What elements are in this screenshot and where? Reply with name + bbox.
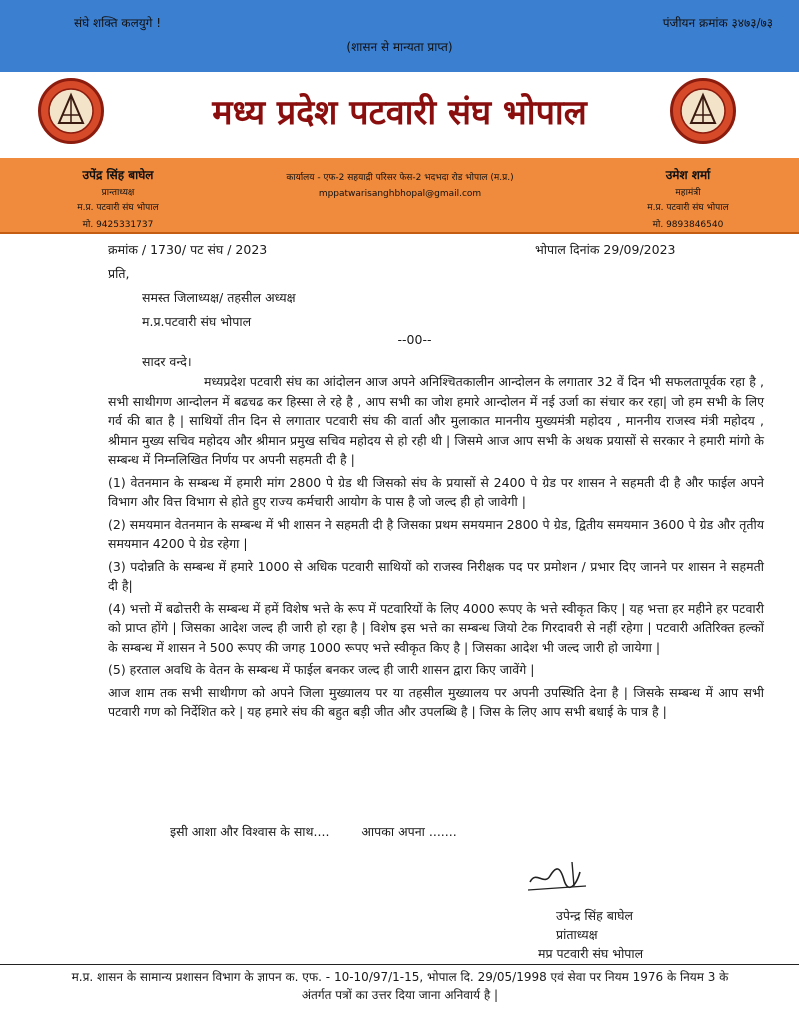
email-address: mppatwarisanghbhopal@gmail.com (318, 189, 482, 199)
closing-line (170, 822, 485, 842)
addressee-line-2: म.प्र.पटवारी संघ भोपाल (142, 314, 252, 329)
paragraph-point-5: (5) हरताल अवधि के वेतन के सम्बन्ध में फाईल बनकर जल्द ही जारी शासन द्वारा किए जावेंगे | (108, 662, 535, 677)
secretary-mobile: मो. 9893846540 (652, 220, 724, 230)
signer-role: प्रांताध्यक्ष (556, 927, 598, 942)
recognition-text: (शासन से मान्यता प्राप्त) (346, 40, 453, 54)
paragraph-intro: मध्यप्रदेश पटवारी संघ का आंदोलन आज अपने अनिश्चितकालीन आन्दोलन के लगातार 32 वें दिन भी सफलतापूर्वक रहा है , सभी साथीगण आन्दोलन में बढचढ कर हिस्सा ले रहे है , आप सभी का जोश हमारे आन्दोलन में नई उर्जा का संचार कर रहा| जो हम सभी के लिए गर्व की बात है | साथियों तीन दिन से लगातार पटवारी संघ की वार्ता और मुलाकात माननीय मुख्यमंत्री महोदय , माननीय राजस्व मंत्री महोदय , श्रीमान मुख्य सचिव महोदय और श्रीमान प्रमुख सचिव महोदय से हो रही थी | जिसमे आज आप सभी के अथक प्रयासों से सरकार ने हमारी मांगो के सम्बन्ध में निम्नलिखित निर्णय पर अपनी सहमती दी है | (108, 374, 764, 467)
office-address: कार्यालय - एफ-2 सहयाद्री परिसर फेस-2 भदभदा रोड भोपाल (म.प्र.) (286, 173, 514, 183)
paragraph-point-1: (1) वेतनमान के सम्बन्ध में हमारी मांग 2800 पे ग्रेड थी जिसको संघ के प्रयासों से 2400 पे ग्रेड पर शासन ने सहमती दी है और फाईल अपने विभाग और वित्त विभाग से होते हुए राज्य कर्मचारी आयोग के पास है जो जल्द ही हो जावेगी | (108, 474, 764, 509)
handwritten-signature (526, 856, 596, 902)
organization-title: मध्य प्रदेश पटवारी संघ भोपाल (212, 93, 587, 133)
footer-divider (0, 964, 799, 965)
closing-text-1: इसी आशा और विश्वास के साथ.... (170, 824, 330, 839)
closing-text-2: आपका अपना ....... (361, 824, 457, 839)
secretary-role: महामंत्री (675, 188, 701, 198)
separator: --00-- (397, 332, 432, 347)
president-name: उपेंद्र सिंह बाघेल (82, 168, 154, 182)
president-role: प्रान्ताध्यक्ष (101, 188, 135, 198)
paragraph-point-4: (4) भत्तो में बढोत्तरी के सम्बन्ध में हमें विशेष भत्ते के रूप में पटवारियों के लिए 4000 रूपए के भत्ते स्वीकृत किए | यह भत्ता हर महीने हर पटवारी को प्राप्त होंगे | जिसका आदेश जल्द ही जारी हो रहा है | विशेष इस भत्ते का सम्बन्ध जियो टेक गिरदावरी से नहीं रहेगा | पटवारी अतिरिक्त हल्कों के सम्बन्ध में शासन ने 500 रूपए की जगह 1000 रूपए भत्ते स्वीकृत किए है | जिसका आदेश भी जल्द जारी हो जायेगा | (108, 600, 764, 655)
secretary-name: उमेश शर्मा (665, 168, 711, 182)
addressee-line-1: समस्त जिलाध्यक्ष/ तहसील अध्यक्ष (142, 290, 296, 305)
letter-body (108, 372, 764, 725)
to-label: प्रति, (108, 266, 130, 281)
registration-number: पंजीयन क्रमांक ३४७३/७३ (662, 16, 773, 30)
paragraph-point-3: (3) पदोन्नति के सम्बन्ध में हमारे 1000 से अधिक पटवारी साथियों को राजस्व निरीक्षक पद पर प्रमोशन / प्रभार दिए जानने पर शासन ने सहमती दी है| (108, 558, 764, 593)
president-mobile: मो. 9425331737 (82, 220, 154, 230)
footer-note: म.प्र. शासन के सामान्य प्रशासन विभाग के ज्ञापन क. एफ. - 10-10/97/1-15, भोपाल दि. 29/05/1998 एवं सेवा पर नियम 1976 के नियम 3 के अंतर्गत पत्रों का उत्तर दिया जाना अनिवार्य है | (71, 970, 729, 1002)
president-org: म.प्र. पटवारी संघ भोपाल (77, 203, 159, 213)
paragraph-point-2: (2) समयमान वेतनमान के सम्बन्ध में भी शासन ने सहमती दी है जिसका प्रथम समयमान 2800 पे ग्रेड, द्वितीय समयमान 3600 पे ग्रेड और तृतीय समयमान 4200 पे ग्रेड रहेगा | (108, 516, 764, 551)
signer-name: उपेन्द्र सिंह बाघेल (556, 908, 633, 923)
reference-number: क्रमांक / 1730/ पट संघ / 2023 (108, 242, 268, 257)
secretary-org: म.प्र. पटवारी संघ भोपाल (647, 203, 729, 213)
greeting: सादर वन्दे। (142, 354, 192, 369)
paragraph-instruction: आज शाम तक सभी साथीगण को अपने जिला मुख्यालय पर या तहसील मुख्यालय पर अपनी उपस्थिति देना है | जिसके सम्बन्ध में आप सभी पटवारी गण को निर्देशित करे | यह हमारे संघ की बहुत बड़ी जीत और उपलब्धि है | जिस के लिए आप सभी बधाई के पात्र है | (108, 684, 764, 719)
letter-date: भोपाल दिनांक 29/09/2023 (535, 242, 676, 257)
signer-organization: मप्र पटवारी संघ भोपाल (538, 946, 644, 961)
motto-text: संघे शक्ति कलयुगे ! (74, 16, 162, 30)
